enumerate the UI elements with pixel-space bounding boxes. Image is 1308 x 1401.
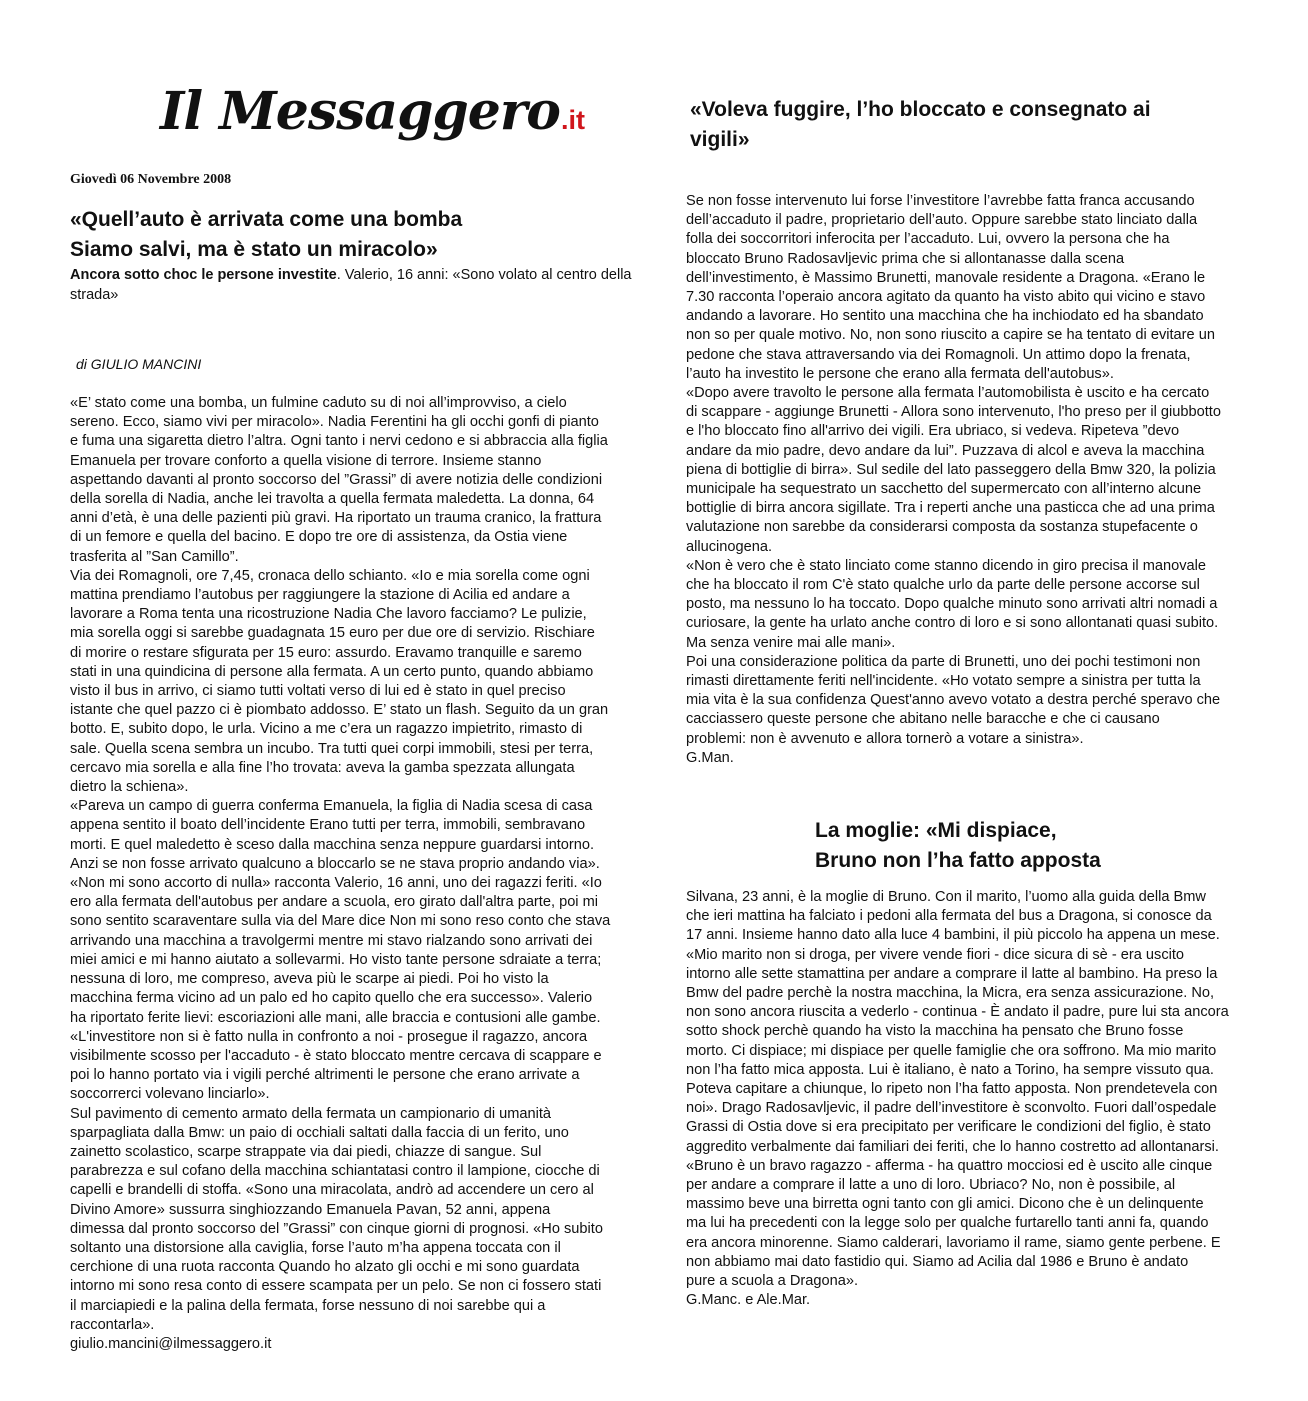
logo-suffix: .it <box>560 105 585 135</box>
wife-headline-line-2: Bruno non l’ha fatto apposta <box>815 849 1101 872</box>
main-headline-line-2: Siamo salvi, ma è stato un miracolo» <box>70 238 438 261</box>
side-headline <box>690 95 1270 155</box>
wife-article-body: Silvana, 23 anni, è la moglie di Bruno. Con il marito, l’uomo alla guida della Bmw che ieri mattina ha falciato i pedoni alla fermata del bus a Dragona, si conosce da 17 anni. Insieme hanno dato alla luce 4 bambini, il più piccolo ha appena un mese. «Mio marito non si droga, per vivere vende fiori - dice sicura di sè - era uscito intorno alle sette stamattina per andare a comprare il latte al bambino. Ha preso la Bmw del padre perchè la nostra macchina, la Micra, era senza assicurazione. No, non sono ancora riuscita a vederlo - continua - È andato il padre, pure lui sta ancora sotto shock perchè quando ha visto la macchina ha pensato che Bruno fosse morto. Ci dispiace; mi dispiace per quelle famiglie che ora soffrono. Ma mio marito non l’ha fatto mica apposta. Lui è italiano, è nato a Torino, ha sempre vissuto qua. Poteva capitare a chiunque, lo ripeto non l’ha fatto apposta. Non prendetevela con noi». Drago Radosavljevic, il padre dell’investitore è sconvolto. Fuori dall’ospedale Grassi di Ostia dove si era precipitato per verificare le condizioni del figlio, è stato aggredito verbalmente dai familiari dei feriti, che lo hanno costretto ad allontanarsi. «Bruno è un bravo ragazzo - afferma - ha quattro mocciosi ed è uscito alle cinque per andare a comprare il latte a uno di loro. Ubriaco? No, non è possibile, al massimo beve una birretta ogni tanto con gli amici. Dicono che è un delinquente ma lui ha precedenti con la legge solo per qualche furtarello tanti anni fa, quando era ancora minorenne. Siamo calderari, lavoriamo il rame, siamo gente perbene. E non abbiamo mai dato fastidio qui. Siamo ad Acilia dal 1986 e Bruno è andato pure a scuola a Dragona». G.Manc. e Ale.Mar. <box>686 889 1229 1309</box>
main-headline <box>70 205 650 265</box>
wife-headline-line-1: La moglie: «Mi dispiace, <box>815 819 1057 842</box>
main-subhead <box>70 265 650 305</box>
logo-wordmark: Il Messaggero <box>160 81 560 142</box>
main-subhead-rest: . Valerio, 16 anni: «Sono volato al centro della strada» <box>70 267 632 303</box>
side-headline-line-2: vigili» <box>690 128 750 151</box>
wife-headline <box>815 816 1235 876</box>
main-article-body: «E’ stato come una bomba, un fulmine caduto su di noi all’improvviso, a cielo sereno. Ecco, siamo vivi per miracolo». Nadia Ferentini ha gli occhi gonfi di pianto e fuma una sigaretta dietro l’altra. Ogni tanto i nervi cedono e si abbraccia alla figlia Emanuela per trovare conforto a quella visione di terrore. Insieme stanno aspettando davanti al pronto soccorso del ”Grassi” di avere notizia delle condizioni della sorella di Nadia, anche lei travolta a quella fermata maledetta. La donna, 64 anni d’età, è una delle pazienti più gravi. Ha riportato un trauma cranico, la frattura di un femore e quella del bacino. E dopo tre ore di assistenza, da Ostia viene trasferita al ”San Camillo”. Via dei Romagnoli, ore 7,45, cronaca dello schianto. «Io e mia sorella come ogni mattina prendiamo l’autobus per raggiungere la stazione di Acilia ed andare a lavorare a Roma tenta una ricostruzione Nadia Che lavoro facciamo? Le pulizie, mia sorella oggi si sarebbe guadagnata 15 euro per due ore di servizio. Rischiare di morire o restare sfigurata per 15 euro: assurdo. Eravamo tranquille e saremo stati in una quindicina di persone alla fermata. A un certo punto, quando abbiamo visto il bus in arrivo, ci siamo tutti voltati verso di lui ed è stato in quel preciso istante che quel pazzo ci è piombato addosso. E’ stato un flash. Seguito da un gran botto. E, subito dopo, le urla. Vicino a me c’era un ragazzo impietrito, rimasto di sale. Quella scena sembra un incubo. Tra tutti quei corpi immobili, stesi per terra, cercavo mia sorella e alla fine l’ho trovata: aveva la gamba spezzata allungata dietro la schiena». «Pareva un campo di guerra conferma Emanuela, la figlia di Nadia scesa di casa appena sentito il boato dell’incidente Erano tutti per terra, immobili, sembravano morti. E quel maledetto è sceso dalla macchina senza neppure guardarsi intorno. Anzi se non fosse arrivato qualcuno a bloccarlo se ne stava proprio andando via». «Non mi sono accorto di nulla» racconta Valerio, 16 anni, uno dei ragazzi feriti. «Io ero alla fermata dell'autobus per andare a scuola, ero girato dall'altra parte, poi mi sono sentito scaraventare sulla via del Mare dice Non mi sono reso conto che stava arrivando una macchina a travolgermi mentre mi stavo rialzando sono arrivati dei miei amici e mi hanno aiutato a sollevarmi. Ho visto tante persone sdraiate a terra; nessuna di loro, me compreso, aveva più le scarpe ai piedi. Poi ho visto la macchina ferma vicino ad un palo ed ho capito quello che era successo». Valerio ha riportato ferite lievi: escoriazioni alle mani, alle braccia e contusioni alle gambe. «L'investitore non si è fatto nulla in confronto a noi - prosegue il ragazzo, ancora visibilmente scosso per l'accaduto - è stato bloccato mentre cercava di scappare e poi lo hanno portato via i vigili perché altrimenti le persone che erano arrivate a soccorrerci volevano linciarlo». Sul pavimento di cemento armato della fermata un campionario di umanità sparpagliata dalla Bmw: un paio di occhiali saltati dalla faccia di un ferito, uno zainetto scolastico, scarpe strappate via dai piedi, chiazze di sangue. Sul parabrezza e sul cofano della macchina schiantatasi contro il lampione, ciocche di capelli e brandelli di stoffa. «Sono una miracolata, andrò ad accendere un cero al Divino Amore» sussurra singhiozzando Emanuela Pavan, 52 anni, appena dimessa dal pronto soccorso del ”Grassi” con cinque giorni di prognosi. «Ho subito soltanto una distorsione alla caviglia, forse l’auto m’ha appena toccata con il cerchione di una ruota racconta Quando ho alzato gli occhi e mi sono guardata intorno mi sono resa conto di essere scampata per un pelo. Se non ci fossero stati il marciapiedi e la palina della fermata, forse nessuno di noi sarebbe qui a raccontarla». giulio.mancini@ilmessaggero.it <box>70 395 611 1352</box>
main-headline-line-1: «Quell’auto è arrivata come una bomba <box>70 208 463 231</box>
publication-date: Giovedì 06 Novembre 2008 <box>70 172 232 187</box>
byline: di GIULIO MANCINI <box>76 356 202 372</box>
masthead-logo <box>160 81 585 146</box>
main-subhead-bold: Ancora sotto choc le persone investite <box>70 267 337 283</box>
side-headline-line-1: «Voleva fuggire, l’ho bloccato e consegnato ai <box>690 98 1151 121</box>
side-article-body: Se non fosse intervenuto lui forse l’investitore l’avrebbe fatta franca accusando dell’accaduto il padre, proprietario dell’auto. Oppure sarebbe stato linciato dalla folla dei soccorritori inferocita per l’accaduto. Lui, ovvero la persona che ha bloccato Bruno Radosavljevic prima che si allontanasse dalla scena dell’investimento, è Massimo Brunetti, manovale residente a Dragona. «Erano le 7.30 racconta l’operaio ancora agitato da quanto ha visto abito qui vicino e stavo andando a lavorare. Ho sentito una macchina che ha inchiodato ed ha sbandato non so per quale motivo. No, non sono riuscito a capire se ha tentato di evitare un pedone che stava attraversando via dei Romagnoli. Un attimo dopo la frenata, l’auto ha investito le persone che erano alla fermata dell'autobus». «Dopo avere travolto le persone alla fermata l’automobilista è uscito e ha cercato di scappare - aggiunge Brunetti - Allora sono intervenuto, l'ho preso per il giubbotto e l'ho bloccato fino all'arrivo dei vigili. Era ubriaco, si vedeva. Ripeteva ”devo andare da mio padre, devo andare da lui”. Puzzava di alcol e aveva la macchina piena di bottiglie di birra». Sul sedile del lato passeggero della Bmw 320, la polizia municipale ha sequestrato un sacchetto del supermercato con all’interno alcune bottiglie di birra ancora sigillate. Tra i reperti anche una pasticca che ad una prima valutazione non sarebbe da considerarsi composta da sostanza stupefacente o allucinogena. «Non è vero che è stato linciato come stanno dicendo in giro precisa il manovale che ha bloccato il rom C'è stato qualche urlo da parte delle persone accorse sul posto, ma nessuno lo ha toccato. Dopo qualche minuto sono arrivati altri nomadi a curiosare, la gente ha urlato anche contro di loro e si sono allontanati quasi subito. Ma senza venire mai alle mani». Poi una considerazione politica da parte di Brunetti, uno dei pochi testimoni non rimasti direttamente feriti nell'incidente. «Ho votato sempre a sinistra per tutta la mia vita è la sua confidenza Quest'anno avevo votato a destra perché speravo che cacciassero queste persone che abitano nelle baracche e che ci causano problemi: non è avvenuto e allora tornerò a votare a sinistra». G.Man. <box>686 193 1221 766</box>
